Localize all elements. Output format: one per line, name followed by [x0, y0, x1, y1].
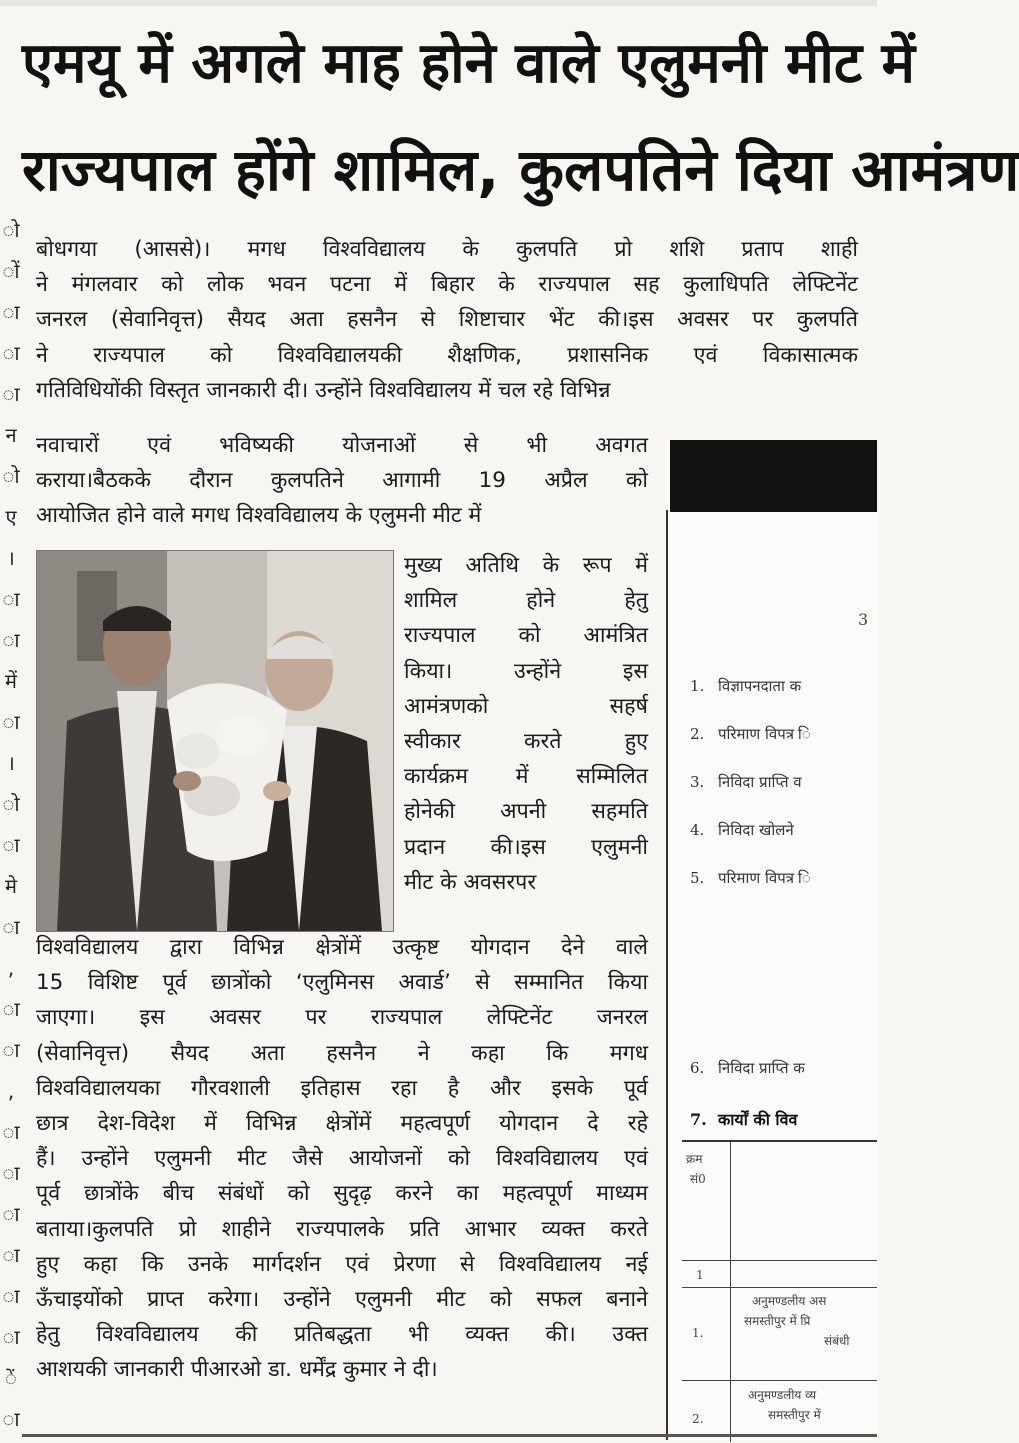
adjacent-column-char: , [7, 1079, 15, 1103]
article-line: कराया।बैठकके दौरान कुलपतिने आगामी 19 अप्रैल को [36, 468, 648, 494]
table-row-num: 2. [692, 1412, 704, 1426]
article-line: किया। उन्होंने इस [404, 658, 648, 684]
adjacent-column-char: ा [2, 1202, 20, 1226]
adjacent-column-char: ा [2, 833, 20, 857]
tender-item-text: निविदा खोलने [718, 821, 794, 839]
article-line: मुख्य अतिथि के रूप में [404, 553, 648, 578]
adjacent-column-char: ा [2, 1161, 20, 1185]
article-line: आमंत्रणको सहर्ष [404, 693, 648, 719]
article-line: गतिविधियोंकी विस्तृत जानकारी दी। उन्होंने विश्वविद्यालय में चल रहे विभिन्न [36, 377, 611, 403]
adjacent-column-char: ो [2, 464, 20, 488]
adjacent-column-char: में [5, 669, 17, 693]
tender-notice-border [666, 510, 668, 1440]
table-row-divider [682, 1380, 877, 1381]
article-line: आशयकी जानकारी पीआरओ डा. धर्मेंद्र कुमार ने दी। [36, 1357, 438, 1383]
article-line: हुए कहा कि उनके मार्गदर्शन एवं प्रेरणा से विश्वविद्यालय नई [36, 1251, 648, 1277]
tender-item-text: विज्ञापनदाता क [718, 677, 802, 695]
article-line: हैं। उन्होंने एलुमनी मीट जैसे आयोजनों को विश्वविद्यालय एवं [36, 1146, 648, 1172]
adjacent-column-fragment [0, 0, 22, 1443]
article-line: जाएगा। इस अवसर पर राज्यपाल लेफ्टिनेंट जनरल [36, 1005, 648, 1031]
table-row-num: 1. [692, 1326, 704, 1340]
table-row-text: समस्तीपुर में प्रि [744, 1314, 811, 1328]
tender-item-text: निविदा प्राप्ति व [718, 773, 802, 791]
article-photo [36, 550, 394, 932]
article-paragraph-mid [36, 428, 648, 534]
adjacent-column-char: ा [2, 1120, 20, 1144]
adjacent-column-char: ा [2, 341, 20, 365]
adjacent-column-char: ा [2, 915, 20, 939]
adjacent-column-char: मे [5, 874, 17, 898]
tender-item-number: 2. [690, 725, 705, 743]
adjacent-column-char: ें [5, 1366, 17, 1390]
adjacent-column-char: ो [2, 792, 20, 816]
tender-notice-item [690, 724, 811, 744]
article-line: बताया।कुलपति प्रो शाहीने राज्यपालके प्रति आभार व्यक्त करते [36, 1216, 648, 1242]
headline-line-1: एमयू में अगले माह होने वाले एलुमनी मीट में [22, 31, 916, 96]
adjacent-column-char: ो [2, 218, 20, 242]
tender-notice-header-bar [670, 440, 877, 512]
adjacent-column-char: ा [2, 1038, 20, 1062]
table-col-divider [730, 1142, 731, 1442]
tender-item-number: 1. [690, 677, 705, 695]
article-line: विश्वविद्यालय द्वारा विभिन्न क्षेत्रोंमें उत्कृष्ट योगदान देने वाले [36, 935, 648, 960]
table-row-divider [682, 1260, 877, 1261]
adjacent-column-char: । [7, 751, 15, 775]
article-line: हेतु विश्वविद्यालय की प्रतिबद्धता भी व्यक्त की। उक्त [36, 1322, 648, 1348]
tender-item-text: परिमाण विपत्र ि [718, 869, 811, 887]
adjacent-column-char: ा [2, 1284, 20, 1308]
tender-item-number: 7. [690, 1110, 707, 1129]
adjacent-column-char: ा [2, 628, 20, 652]
article-line: बोधगया (आससे)। मगध विश्वविद्यालय के कुलपति प्रो शशि प्रताप शाही [36, 237, 858, 262]
table-row-text: समस्तीपुर में [768, 1408, 821, 1422]
adjacent-column-char: । [7, 546, 15, 570]
tender-notice-item [690, 676, 801, 696]
adjacent-column-char: ा [2, 1407, 20, 1431]
table-col-number: 1 [696, 1268, 704, 1282]
article-line: विश्वविद्यालयका गौरवशाली इतिहास रहा है और इसके पूर्व [36, 1075, 648, 1101]
article-line: ऊँचाइयोंको प्राप्त करेगा। उन्होंने एलुमनी मीट को सफल बनाने [36, 1287, 648, 1313]
adjacent-column-char: ा [2, 997, 20, 1021]
article-line: जनरल (सेवानिवृत्त) सैयद अता हसनैन से शिष्टाचार भेंट की।इस अवसर पर कुलपति [36, 307, 858, 333]
article-line: ने राज्यपाल को विश्वविद्यालयकी शैक्षणिक, प्रशासनिक एवं विकासात्मक [36, 342, 858, 368]
tender-item-number: 6. [690, 1059, 705, 1077]
tender-item-number: 4. [690, 821, 705, 839]
article-line: शामिल होने हेतु [404, 588, 648, 614]
table-row-text: अनुमण्डलीय व्य [748, 1388, 817, 1402]
tender-notice-item [690, 1058, 805, 1078]
photo-illustration [37, 551, 393, 931]
tender-notice-heading-fragment: 3 [858, 610, 869, 629]
headline-line-2: राज्यपाल होंगे शामिल, कुलपतिने दिया आमंत्रण [22, 136, 1019, 204]
tender-item-text: कार्यों की विव [718, 1110, 798, 1129]
article-line: प्रदान की।इस एलुमनी [404, 834, 648, 860]
top-margin [0, 0, 877, 6]
tender-notice-table [682, 1140, 877, 1442]
bottom-rule [22, 1434, 877, 1437]
adjacent-column-char: ा [2, 300, 20, 324]
adjacent-column-char: ए [5, 505, 17, 529]
table-header-serial-sub: सं0 [690, 1172, 706, 1186]
article-line: मीट के अवसरपर [404, 869, 537, 895]
article-line: 15 विशिष्ट पूर्व छात्रोंको ‘एलुमिनस अवार्ड’ से सम्मानित किया [36, 970, 648, 996]
tender-notice-item [690, 820, 794, 840]
tender-item-text: परिमाण विपत्र ि [718, 725, 811, 743]
article-paragraph-bottom [36, 930, 648, 1388]
adjacent-column-char: ा [2, 382, 20, 406]
adjacent-column-char: न [5, 423, 17, 447]
article-line: पूर्व छात्रोंके बीच संबंधों को सुदृढ़ करने का महत्वपूर्ण माध्यम [36, 1181, 648, 1207]
table-header-serial: क्रम [686, 1152, 703, 1166]
tender-notice-item [690, 868, 811, 888]
table-row-text: अनुमण्डलीय अस [752, 1294, 827, 1308]
adjacent-column-char: ों [2, 259, 20, 283]
adjacent-column-char: , [7, 956, 15, 980]
article-line: आयोजित होने वाले मगध विश्वविद्यालय के एलुमनी मीट में [36, 503, 482, 529]
article-line: होनेकी अपनी सहमति [404, 799, 648, 825]
adjacent-column-char: ा [2, 1325, 20, 1349]
table-row-divider [682, 1287, 877, 1288]
tender-item-text: निविदा प्राप्ति क [718, 1059, 805, 1077]
article-line: कार्यक्रम में सम्मिलित [404, 764, 648, 790]
adjacent-column-char: ा [2, 1243, 20, 1267]
article-paragraph-top [36, 232, 858, 408]
tender-item-number: 3. [690, 773, 705, 791]
article-line: नवाचारों एवं भविष्यकी योजनाओं से भी अवगत [36, 433, 648, 458]
article-line: छात्र देश-विदेश में विभिन्न क्षेत्रोंमें महत्वपूर्ण योगदान दे रहे [36, 1111, 648, 1137]
article-paragraph-side [404, 548, 648, 900]
article-line: राज्यपाल को आमंत्रित [404, 623, 648, 649]
adjacent-column-char: ा [2, 587, 20, 611]
article-line: ने मंगलवार को लोक भवन पटना में बिहार के राज्यपाल सह कुलाधिपति लेफ्टिनेंट [36, 272, 858, 298]
tender-notice-item [690, 772, 802, 792]
article-line: (सेवानिवृत्त) सैयद अता हसनैन ने कहा कि मगध [36, 1040, 648, 1066]
table-row-text: संबंधी [824, 1334, 850, 1348]
adjacent-column-char: ा [2, 710, 20, 734]
tender-notice-item [690, 1108, 797, 1130]
article-line: स्वीकार करते हुए [404, 729, 648, 755]
tender-item-number: 5. [690, 869, 705, 887]
